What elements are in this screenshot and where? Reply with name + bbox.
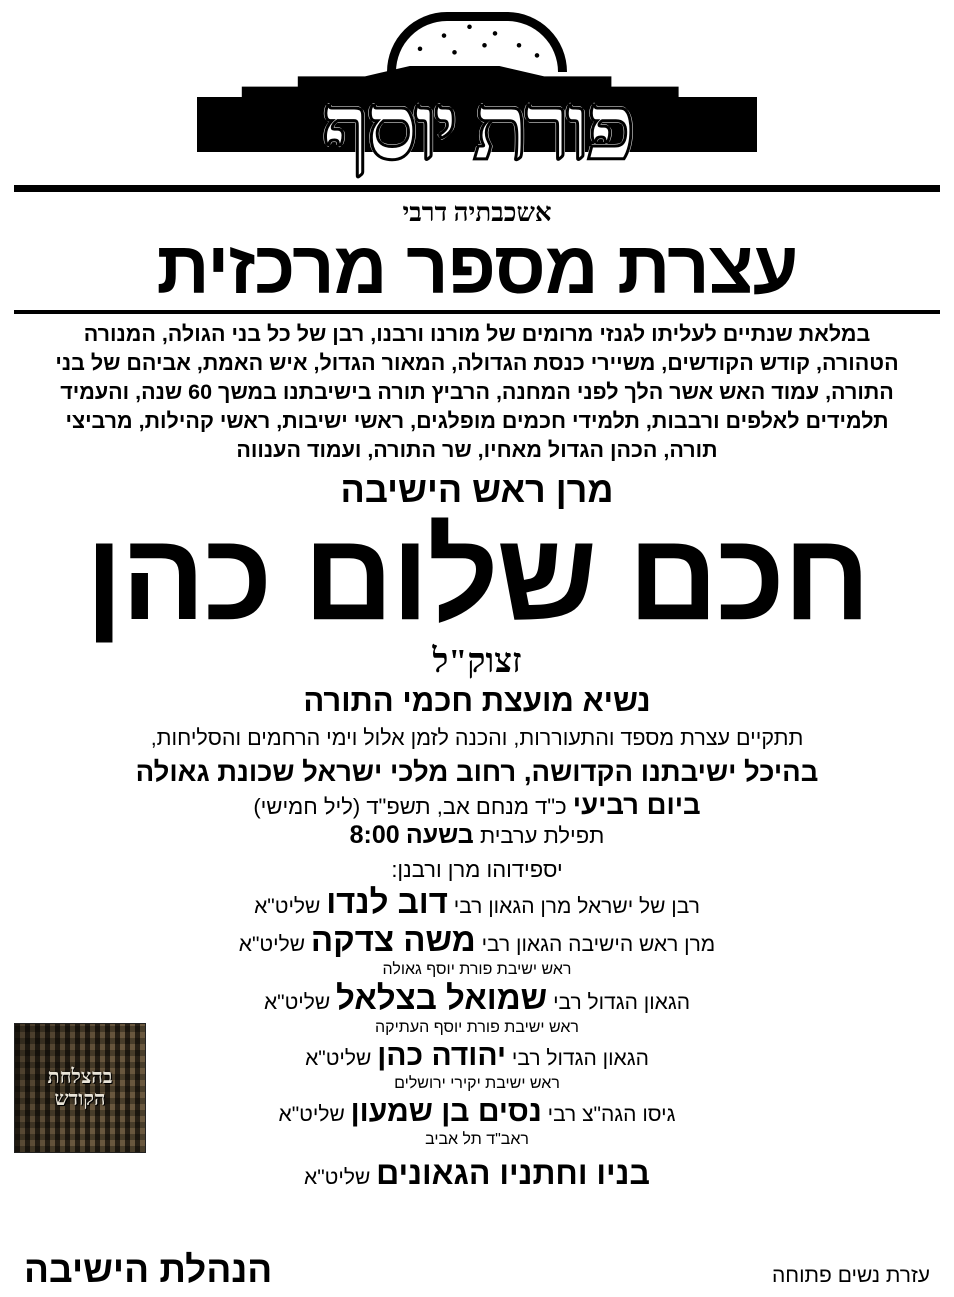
speaker-subtitle: ראש ישיבת פורת יוסף גאולה [382,961,572,978]
photo-caption-line2: הקודש [54,1088,106,1110]
speaker-subtitle: ראש ישיבת יקירי ירושלים [394,1075,560,1092]
list-item [14,883,940,922]
event-time-value: 8:00 [349,821,400,849]
eulogy-header: יספידוהו מרן ורבנן: [391,857,563,882]
event-notice: תתקיים עצרת מספד והתעוררות, והכנה לזמן אלול וימי הרחמים והסליחות, [150,726,804,750]
photo-caption-line1: בהצלחת [47,1066,113,1088]
list-item [14,979,940,1038]
speaker-prefix: רבן של ישראל מרן הגאון רבי [453,895,700,918]
deceased-name: חכם שלום כהן [85,507,869,646]
speaker-name: שמואל בצלאל [336,979,548,1016]
family-name: בניו וחתניו הגאונים [376,1155,650,1191]
divider-top [14,185,940,192]
footer-admin: הנהלת הישיבה [24,1249,273,1290]
speaker-prefix: הגאון הגדול רבי [511,1047,649,1070]
speaker-line [14,1040,940,1074]
event-time-line [14,821,940,850]
family-line [14,1156,940,1195]
speaker-name: יהודה כהן [377,1039,507,1072]
speakers-list [14,883,940,1150]
deceased-role: מרן ראש הישיבה [340,469,614,510]
speaker-suffix: שליט"א [254,895,321,918]
speaker-name: דוב לנדו [326,883,448,920]
deceased-honorific: זצוק"ל [432,643,522,680]
list-item [14,921,940,980]
list-item [14,1096,940,1150]
event-date: כ"ד מנחם אב, תשפ"ד (ליל חמישי) [253,794,567,819]
masthead-wordmark: פורת יוסף [322,77,632,179]
speaker-prefix: מרן ראש הישיבה הגאון רבי [481,933,716,956]
speaker-prefix: הגאון הגדול רבי [553,991,691,1014]
event-time-prefix: תפילת ערבית [479,823,605,848]
speaker-suffix: שליט"א [278,1103,345,1126]
event-time-label: בשעה [405,821,474,849]
event-place: בהיכל ישיבתנו הקדושה, רחוב מלכי ישראל שכונת גאולה [135,756,819,787]
list-item [14,1040,940,1094]
crowd-photo [14,1023,146,1153]
divider-under-title [14,310,940,314]
speaker-suffix: שליט"א [305,1047,372,1070]
page-title: עצרת מספר מרכזית [156,226,798,309]
event-date-line [14,790,940,821]
speaker-name: נסים בן שמעון [350,1095,542,1128]
dome-texture-icon [402,18,552,62]
speaker-line [14,1096,940,1130]
speaker-subtitle: ראש ישיבת פורת יוסף העתיקה [375,1019,579,1036]
family-suffix: שליט"א [304,1166,371,1189]
poster-page [0,8,954,1297]
speaker-suffix: שליט"א [263,991,331,1014]
speaker-line [14,921,940,960]
photo-caption [15,1024,145,1152]
speaker-suffix: שליט"א [238,933,306,956]
event-day-label: ביום רביעי [572,789,701,820]
kicker-text: אשכבתיה דרבי [402,198,552,227]
speaker-line [14,979,940,1018]
speaker-line [14,883,940,922]
speaker-prefix: גיסו הגה"צ רבי [547,1103,676,1126]
deceased-position: נשיא מועצת חכמי התורה [303,683,651,718]
speaker-name: משה צדקה [310,921,476,958]
masthead-logo [14,8,940,183]
intro-paragraph: במלאת שנתיים לעליתו לגנזי מרומים של מורנו ורבנו, רבן של כל בני הגולה, המנורה הטהורה, קודש הקודשים, משיירי כנסת הגדולה, המאור הגדול, איש האמת, אביהם של בני התורה, עמוד האש אשר הלך לפני המחנה, הרביץ תורה בישיבתנו במשך 60 שנה, והעמיד תלמידים לאלפים ורבבות, תלמידי חכמים מופלגים, ראשי ישיבות, ראשי קהילות, מרביצי תורה, הכהן הגדול מאחיו, שר התורה, ועמוד הענווה [55,322,899,462]
footer [0,1245,954,1291]
footer-womens-section: עזרת נשים פתוחה [771,1264,930,1287]
speaker-subtitle: ראב"ד תל אביב [425,1131,529,1148]
